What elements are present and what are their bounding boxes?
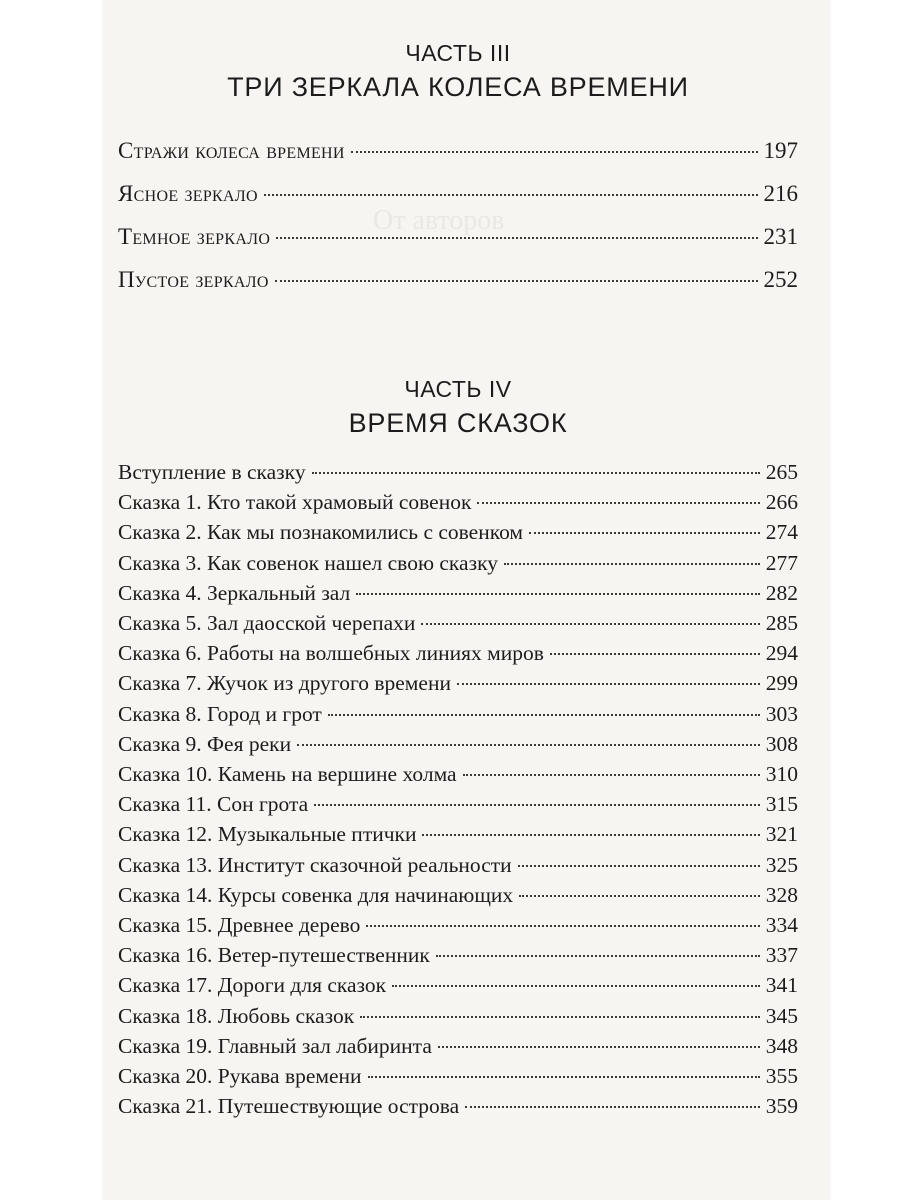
dot-leader — [463, 774, 760, 776]
dot-leader — [275, 280, 758, 282]
toc-entry-title: Сказка 15. Древнее дерево — [118, 913, 361, 937]
toc-entry-title: Сказка 4. Зеркальный зал — [118, 580, 351, 605]
dot-leader — [276, 237, 757, 239]
toc-entry-title: Сказка 12. Музыкальные птички — [118, 822, 417, 847]
toc-entry-page-number: 315 — [765, 792, 798, 817]
book-page — [103, 0, 830, 1200]
toc-entry — [118, 913, 798, 938]
part-4-title: ВРЕМЯ СКАЗОК — [348, 408, 568, 438]
toc-entry-title: Темное зеркало — [118, 224, 271, 249]
dot-leader — [518, 865, 760, 867]
toc-entry-title: Сказка 14. Курсы совенка для начинающих — [118, 882, 514, 907]
toc-entry — [118, 1094, 798, 1119]
dot-leader — [351, 151, 758, 153]
part-3-heading: ЧАСТЬ III — [405, 40, 511, 66]
dot-leader — [421, 623, 759, 625]
toc-entry — [118, 1034, 798, 1059]
dot-leader — [368, 1076, 760, 1078]
toc-entry-page-number: 321 — [765, 822, 798, 847]
toc-entry — [118, 762, 798, 787]
toc-entry — [118, 853, 798, 878]
toc-entry-page-number: 337 — [765, 943, 798, 968]
toc-entry — [118, 181, 798, 207]
toc-entry-page-number: 277 — [765, 550, 798, 575]
toc-entry-title: Сказка 19. Главный зал лабиринта — [118, 1033, 432, 1058]
toc-entry-page-number: 197 — [763, 138, 798, 163]
toc-entry — [118, 671, 798, 696]
toc-entry-page-number: 345 — [765, 1003, 798, 1028]
toc-entry-page-number: 310 — [765, 762, 798, 786]
toc-entry — [118, 702, 798, 727]
toc-entry-title: Сказка 17. Дороги для сказок — [118, 973, 387, 998]
toc-entry — [118, 138, 798, 164]
toc-entry-title: Сказка 1. Кто такой храмовый совенок — [118, 490, 472, 515]
toc-entry-title: Вступление в сказку — [118, 460, 306, 484]
toc-entry-page-number: 308 — [765, 731, 798, 756]
toc-entry-page-number: 303 — [765, 701, 798, 726]
toc-entry-title: Ясное зеркало — [118, 181, 258, 206]
toc-entry — [118, 267, 798, 293]
dot-leader — [297, 744, 760, 746]
toc-entry — [118, 1004, 798, 1029]
toc-entry — [118, 520, 798, 545]
toc-entry-page-number: 285 — [765, 611, 798, 635]
toc-entry-title: Сказка 9. Фея реки — [118, 731, 292, 756]
toc-entry — [118, 641, 798, 666]
dot-leader — [438, 1046, 760, 1048]
toc-entry-title: Сказка 6. Работы на волшебных линиях миров — [118, 641, 544, 666]
dot-leader — [465, 1106, 760, 1108]
toc-entry-title: Сказка 7. Жучок из другого времени — [118, 671, 451, 696]
toc-entry — [118, 551, 798, 576]
toc-entry — [118, 460, 798, 485]
dot-leader — [264, 194, 758, 196]
dot-leader — [529, 532, 760, 534]
toc-entry-page-number: 252 — [763, 267, 798, 292]
toc-entry-title: Сказка 20. Рукава времени — [118, 1064, 362, 1088]
part-3-title: ТРИ ЗЕРКАЛА КОЛЕСА ВРЕМЕНИ — [227, 72, 689, 102]
toc-entry — [118, 224, 798, 250]
toc-entry-page-number: 274 — [765, 520, 798, 545]
toc-entry-page-number: 266 — [765, 490, 798, 515]
toc-entry — [118, 611, 798, 636]
dot-leader — [457, 683, 760, 685]
part-4-heading: ЧАСТЬ IV — [404, 376, 512, 402]
toc-entry-title: Сказка 13. Институт сказочной реальности — [118, 852, 512, 877]
toc-entry-page-number: 334 — [765, 913, 798, 937]
toc-entry — [118, 1064, 798, 1089]
toc-entry-page-number: 348 — [765, 1033, 798, 1058]
toc-entry-title: Сказка 18. Любовь сказок — [118, 1003, 355, 1028]
toc-entry-title: Сказка 16. Ветер-путешественник — [118, 943, 430, 968]
toc-entry-page-number: 355 — [765, 1064, 798, 1088]
toc-entry-title: Сказка 10. Камень на вершине холма — [118, 762, 457, 786]
dot-leader — [550, 653, 760, 655]
dot-leader — [422, 834, 759, 836]
toc-entry-page-number: 359 — [765, 1094, 798, 1119]
toc-entry — [118, 883, 798, 908]
toc-entry — [118, 490, 798, 515]
toc-entry-title: Сказка 8. Город и грот — [118, 701, 322, 726]
toc-entry-page-number: 341 — [765, 973, 798, 998]
dot-leader — [436, 955, 760, 957]
dot-leader — [366, 925, 759, 927]
toc-entry-page-number: 231 — [763, 224, 798, 249]
toc-entry-title: Сказка 5. Зал даосской черепахи — [118, 611, 416, 635]
dot-leader — [504, 563, 760, 565]
toc-entry-title: Сказка 11. Сон грота — [118, 792, 309, 817]
toc-entry-page-number: 282 — [765, 580, 798, 605]
toc-entry — [118, 732, 798, 757]
dot-leader — [312, 472, 760, 474]
dot-leader — [328, 714, 760, 716]
toc-entry-title: Сказка 2. Как мы познакомились с совенком — [118, 520, 524, 545]
toc-entry-page-number: 265 — [765, 460, 798, 484]
toc-entry — [118, 822, 798, 847]
toc-entry-page-number: 294 — [765, 641, 798, 666]
dot-leader — [519, 895, 760, 897]
toc-entry-title: Сказка 3. Как совенок нашел свою сказку — [118, 550, 498, 575]
toc-entry-page-number: 299 — [765, 671, 798, 696]
bleed-through-title: От авторов — [373, 205, 505, 236]
toc-entry-title: Сказка 21. Путешествующие острова — [118, 1094, 460, 1119]
toc-entry — [118, 581, 798, 606]
dot-leader — [392, 985, 760, 987]
dot-leader — [360, 1016, 760, 1018]
toc-entry-page-number: 325 — [765, 852, 798, 877]
dot-leader — [477, 502, 759, 504]
toc-entry — [118, 943, 798, 968]
toc-entry — [118, 973, 798, 998]
toc-entry — [118, 792, 798, 817]
toc-entry-title: Пустое зеркало — [118, 267, 269, 292]
toc-entry-page-number: 216 — [763, 181, 798, 206]
toc-entry-page-number: 328 — [765, 882, 798, 907]
toc-entry-title: Стражи колеса времени — [118, 138, 345, 163]
dot-leader — [356, 593, 759, 595]
dot-leader — [314, 804, 760, 806]
